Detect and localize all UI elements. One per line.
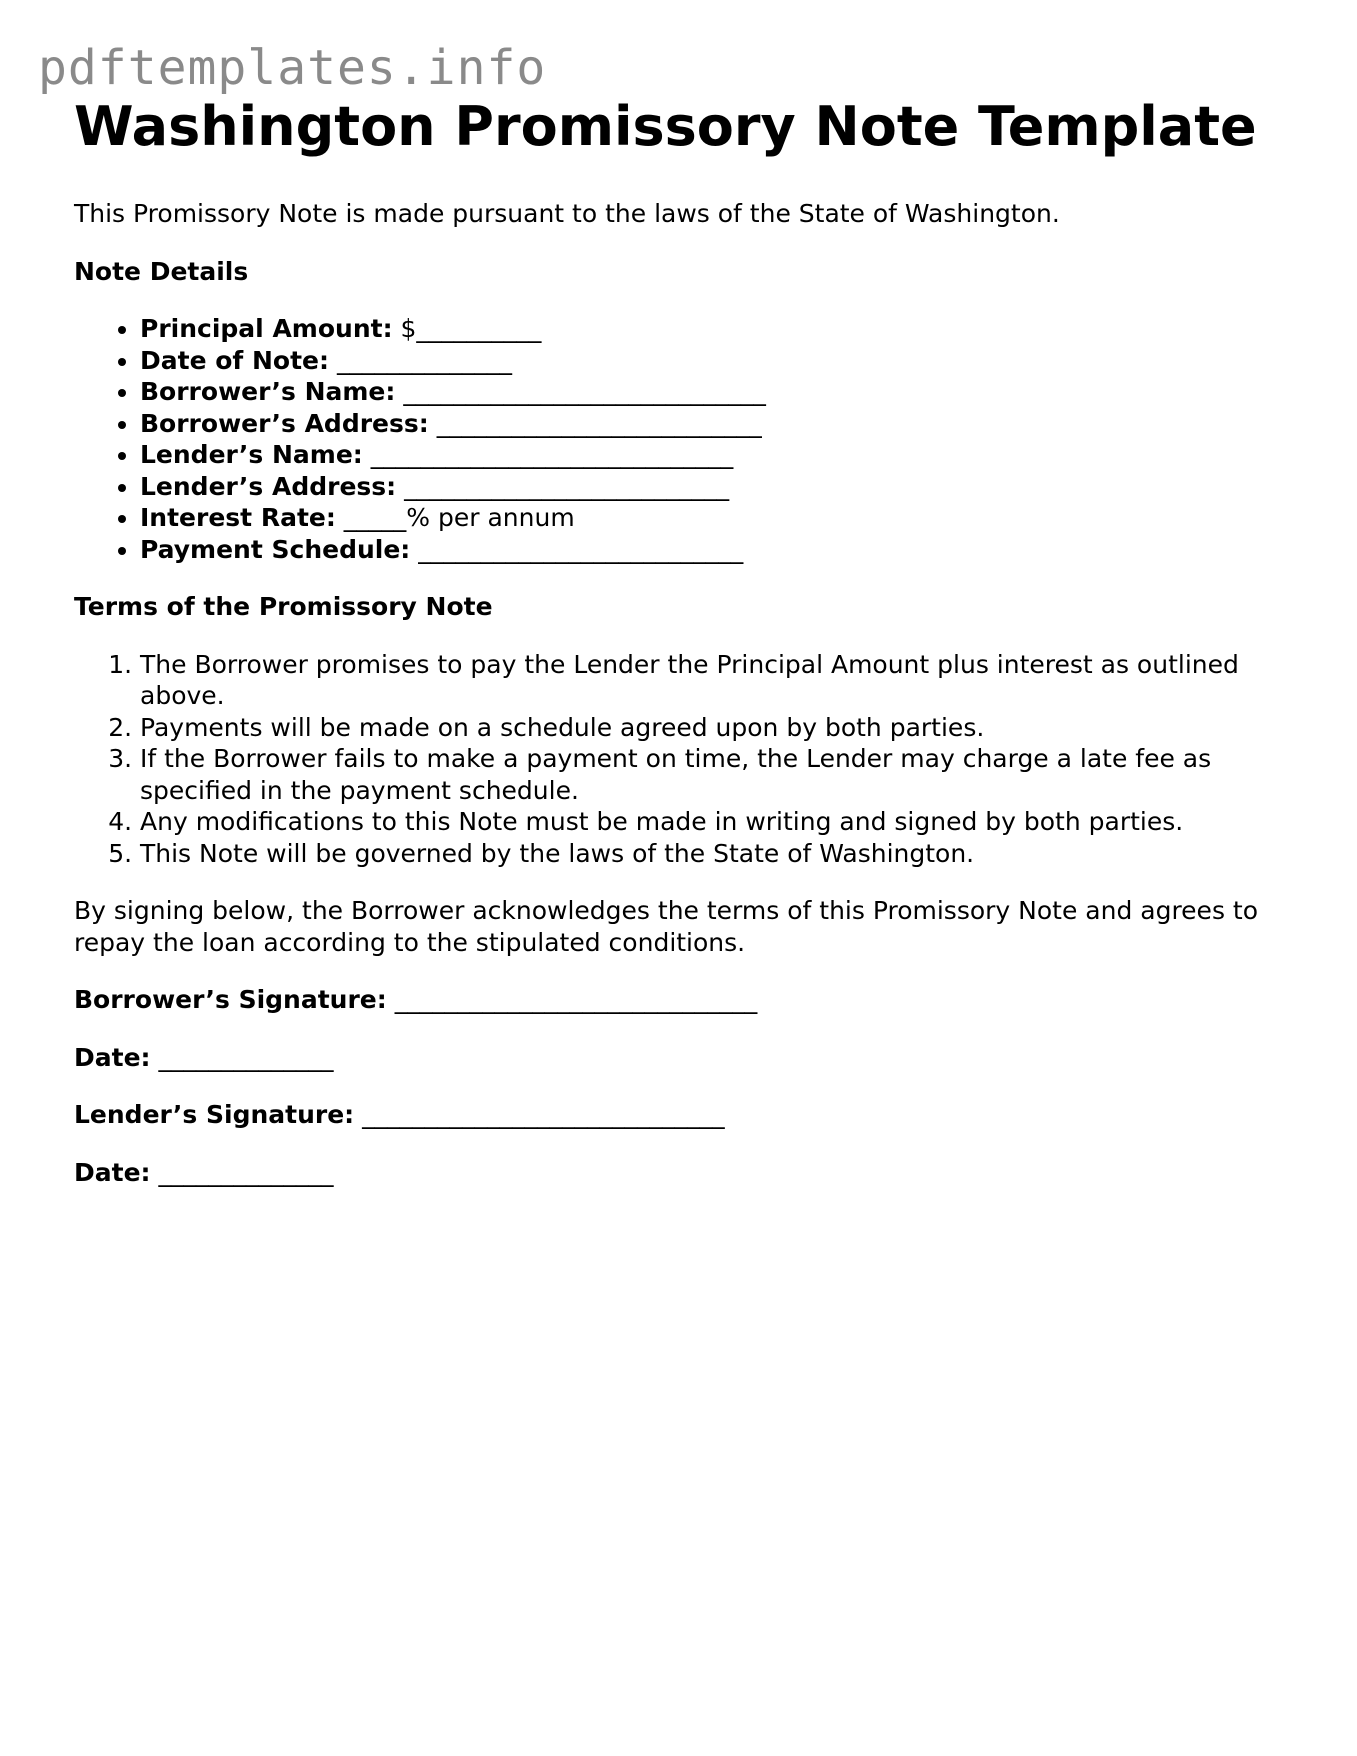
list-item bbox=[140, 376, 1294, 408]
field-label: Principal Amount: bbox=[140, 314, 393, 343]
terms-heading: Terms of the Promissory Note bbox=[74, 592, 493, 621]
list-item bbox=[140, 345, 1294, 377]
fill-in-blank: _____________________________ bbox=[386, 985, 758, 1014]
list-item bbox=[140, 313, 1294, 345]
field-label: Lender’s Address: bbox=[140, 471, 397, 501]
fill-in-blank: ______________ bbox=[150, 1157, 334, 1187]
fill-in-blank: ______________ bbox=[150, 1042, 334, 1072]
field-label: Interest Rate: bbox=[140, 503, 336, 532]
fill-in-blank: __________________________ bbox=[428, 408, 762, 438]
list-item bbox=[140, 502, 1294, 534]
list-item bbox=[140, 408, 1294, 440]
field-label: Payment Schedule: bbox=[140, 534, 411, 564]
list-item: 1. The Borrower promises to pay the Lender the Principal Amount plus interest as outlined above. bbox=[140, 649, 1294, 712]
borrower-signature-line bbox=[74, 984, 1294, 1016]
list-item: 2. Payments will be made on a schedule agreed upon by both parties. bbox=[140, 712, 1294, 744]
document-page bbox=[74, 92, 1294, 1188]
fill-in-blank: $__________ bbox=[392, 314, 542, 343]
fill-in-blank: ______________ bbox=[329, 345, 512, 375]
list-item bbox=[140, 471, 1294, 503]
closing-paragraph: By signing below, the Borrower acknowledges the terms of this Promissory Note and agrees to repay the loan according to the stipulated conditions. bbox=[74, 896, 1259, 957]
field-label: Borrower’s Name: bbox=[140, 377, 396, 406]
field-label: Borrower’s Address: bbox=[140, 408, 429, 438]
field-label: Borrower’s Signature: bbox=[74, 985, 387, 1014]
list-item bbox=[140, 439, 1294, 471]
field-label: Date: bbox=[74, 1042, 151, 1072]
watermark: pdftemplates.info bbox=[38, 40, 547, 96]
terms-list bbox=[74, 649, 1294, 870]
field-label: Lender’s Name: bbox=[140, 440, 363, 469]
borrower-date-line bbox=[74, 1042, 1294, 1074]
note-details-heading: Note Details bbox=[74, 256, 249, 286]
fill-in-blank: _____________________________ bbox=[354, 1100, 725, 1129]
fill-in-blank: _____________________________ bbox=[395, 377, 766, 406]
fill-in-blank: _____________________________ bbox=[362, 440, 734, 469]
field-label: Date: bbox=[74, 1157, 151, 1187]
document-title: Washington Promissory Note Template bbox=[74, 95, 1257, 158]
lender-signature-line bbox=[74, 1099, 1294, 1131]
lender-date-line bbox=[74, 1157, 1294, 1189]
fill-in-blank: _____% per annum bbox=[335, 503, 575, 532]
list-item: 5. This Note will be governed by the laws of the State of Washington. bbox=[140, 838, 1294, 870]
note-details-list bbox=[74, 313, 1294, 565]
field-label: Lender’s Signature: bbox=[74, 1100, 355, 1129]
intro-paragraph: This Promissory Note is made pursuant to the laws of the State of Washington. bbox=[74, 199, 1060, 228]
fill-in-blank: __________________________ bbox=[396, 471, 730, 501]
list-item: 3. If the Borrower fails to make a payment on time, the Lender may charge a late fee as specified in the payment schedule. bbox=[140, 743, 1294, 806]
field-label: Date of Note: bbox=[140, 345, 329, 375]
list-item: 4. Any modifications to this Note must be made in writing and signed by both parties. bbox=[140, 806, 1294, 838]
list-item bbox=[140, 534, 1294, 566]
fill-in-blank: __________________________ bbox=[410, 534, 744, 564]
